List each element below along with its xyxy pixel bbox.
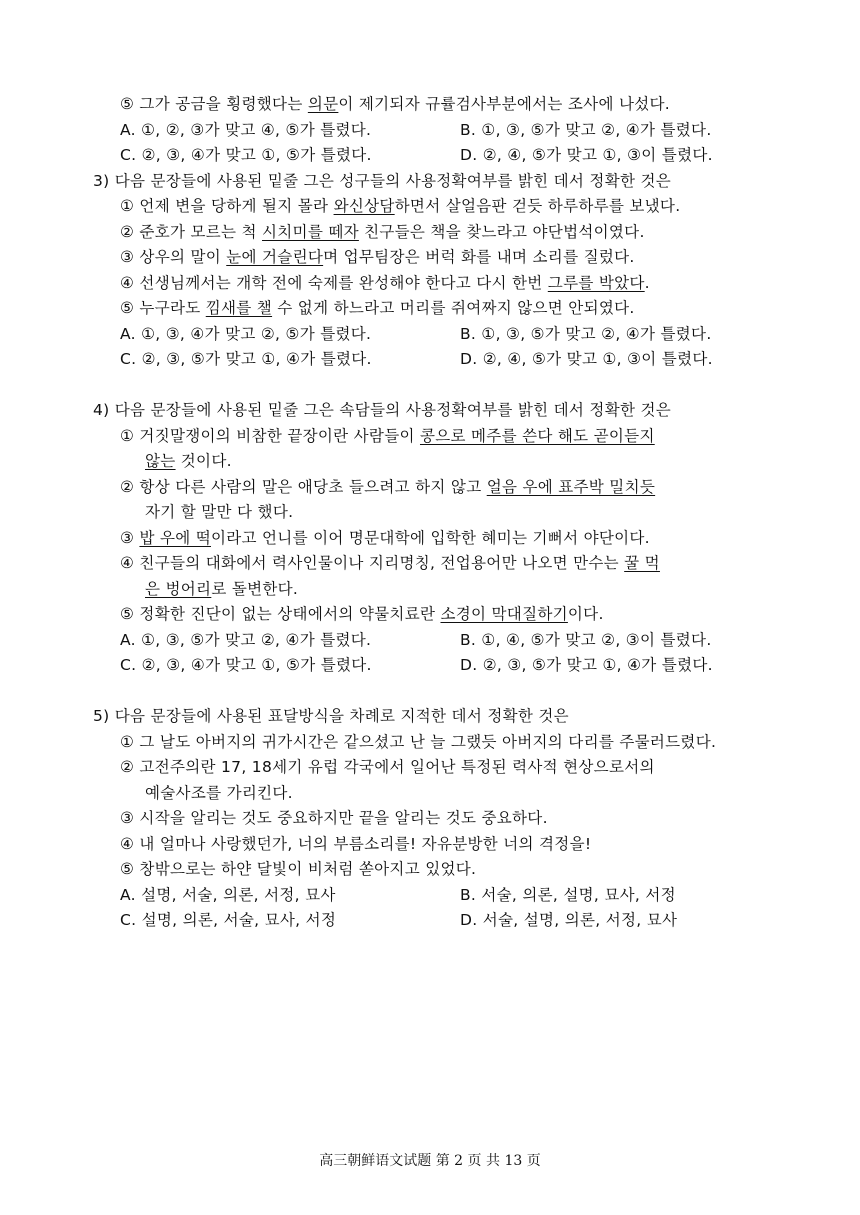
underlined-expression: 콩으로 메주를 쓴다 해도 곧이듣지 <box>419 426 655 445</box>
q4-sentence-1-cont: 않는 것이다. <box>145 452 232 470</box>
q3-options-ab <box>93 322 773 348</box>
underlined-expression: 소경이 막대질하기 <box>440 605 568 623</box>
underlined-expression: 낌새를 챌 <box>205 299 273 317</box>
spacer <box>93 373 773 399</box>
q2-options-cd <box>93 143 773 169</box>
q5-sentence-1: ① 그 날도 아버지의 귀가시간은 같으셨고 난 늘 그랬듯 아버지의 다리를 주물러드렸다. <box>120 732 717 751</box>
option-a: A. ①, ③, ⑤가 맞고 ②, ④가 틀렸다. <box>120 630 372 649</box>
underlined-expression: 얼음 우에 표주박 밀치듯 <box>486 477 656 496</box>
q5-sentence-3: ③ 시작을 알리는 것도 중요하지만 끝을 알리는 것도 중요하다. <box>120 809 548 827</box>
option-d: D. 서술, 설명, 의론, 서정, 묘사 <box>460 911 678 929</box>
option-d: D. ②, ④, ⑤가 맞고 ①, ③이 틀렸다. <box>460 146 713 164</box>
q3-sentence-5: ⑤ 누구라도 낌새를 챌 수 없게 하느라고 머리를 쥐여짜지 않으면 안되였다. <box>120 299 635 317</box>
q2-sentence-5: ⑤ 그가 공금을 횡령했다는 의문이 제기되자 규률검사부분에서는 조사에 나섰다. <box>120 95 670 113</box>
q4-sentence-3: ③ 밥 우에 떡이라고 언니를 이어 명문대학에 입학한 혜미는 기뻐서 야단이다. <box>120 528 650 547</box>
option-b: B. ①, ④, ⑤가 맞고 ②, ③이 틀렸다. <box>460 630 712 649</box>
q4-sentence-1: ① 거짓말쟁이의 비참한 끝장이란 사람들이 콩으로 메주를 쓴다 해도 곧이듣지 <box>120 426 655 445</box>
option-b: B. ①, ③, ⑤가 맞고 ②, ④가 틀렸다. <box>460 324 712 343</box>
underlined-expression: 그루를 박았다 <box>547 273 645 292</box>
q4-sentence-2-cont: 자기 할 말만 다 했다. <box>145 503 294 521</box>
q3-sentence-2: ② 준호가 모르는 척 시치미를 떼자 친구들은 책을 찾느라고 야단법석이였다. <box>120 222 645 241</box>
option-a: A. ①, ②, ③가 맞고 ④, ⑤가 틀렸다. <box>120 120 372 139</box>
q4-stem: 4) 다음 문장들에 사용된 밑줄 그은 속담들의 사용정확여부를 밝힌 데서 정확한 것은 <box>93 401 672 419</box>
page-footer: 高三朝鲜语文试题 第 2 页 共 13 页 <box>319 1153 541 1169</box>
q4-sentence-4: ④ 친구들의 대화에서 력사인물이나 지리명칭, 전업용어만 나오면 만수는 꿀 먹 <box>120 554 660 572</box>
q5-sentence-5: ⑤ 창밖으로는 하얀 달빛이 비처럼 쏟아지고 있었다. <box>120 860 477 878</box>
option-c: C. ②, ③, ④가 맞고 ①, ⑤가 틀렸다. <box>120 146 372 164</box>
q4-options-cd <box>93 653 773 679</box>
q4-sentence-4-cont: 은 벙어리로 돌변한다. <box>145 579 299 598</box>
underlined-expression: 않는 <box>145 452 176 470</box>
q3-sentence-3: ③ 상우의 말이 눈에 거슬린다며 업무팀장은 버럭 화를 내며 소리를 질렀다. <box>120 248 635 266</box>
underlined-expression: 꿀 먹 <box>624 554 660 572</box>
option-b: B. 서술, 의론, 설명, 묘사, 서정 <box>460 885 676 904</box>
q3-sentence-1: ① 언제 변을 당하게 될지 몰라 와신상담하면서 살얼음판 걷듯 하루하루를 보냈다. <box>120 197 681 215</box>
q4-sentence-5: ⑤ 정확한 진단이 없는 상태에서의 약물치료란 소경이 막대질하기이다. <box>120 605 604 623</box>
q4-options-ab <box>93 628 773 654</box>
option-a: A. ①, ③, ④가 맞고 ②, ⑤가 틀렸다. <box>120 324 372 343</box>
underlined-expression: 눈에 거슬린다 <box>226 248 324 266</box>
option-c: C. ②, ③, ④가 맞고 ①, ⑤가 틀렸다. <box>120 656 372 674</box>
q5-sentence-2-cont: 예술사조를 가리킨다. <box>145 783 293 802</box>
option-b: B. ①, ③, ⑤가 맞고 ②, ④가 틀렸다. <box>460 120 712 139</box>
q2-options-ab <box>93 118 773 144</box>
option-c: C. ②, ③, ⑤가 맞고 ①, ④가 틀렸다. <box>120 350 372 368</box>
q5-options-cd <box>93 908 773 934</box>
q3-stem: 3) 다음 문장들에 사용된 밑줄 그은 성구들의 사용정확여부를 밝힌 데서 정확한 것은 <box>93 171 672 190</box>
q4-sentence-2: ② 항상 다른 사람의 말은 애당초 들으려고 하지 않고 얼음 우에 표주박 밀치듯 <box>120 477 656 496</box>
q3-options-cd <box>93 347 773 373</box>
option-d: D. ②, ③, ⑤가 맞고 ①, ④가 틀렸다. <box>460 656 713 674</box>
underlined-expression: 밥 우에 떡 <box>139 528 211 547</box>
q3-sentence-4: ④ 선생님께서는 개학 전에 숙제를 완성해야 한다고 다시 한번 그루를 박았다. <box>120 273 650 292</box>
option-d: D. ②, ④, ⑤가 맞고 ①, ③이 틀렸다. <box>460 350 713 368</box>
q5-sentence-2: ② 고전주의란 17, 18세기 유럽 각국에서 일어난 특정된 력사적 현상으로서의 <box>120 758 655 776</box>
page-content <box>93 92 773 934</box>
underlined-expression: 와신상담 <box>333 197 395 215</box>
option-c: C. 설명, 의론, 서술, 묘사, 서정 <box>120 911 337 929</box>
spacer <box>93 679 773 705</box>
q5-stem: 5) 다음 문장들에 사용된 표달방식을 차례로 지적한 데서 정확한 것은 <box>93 707 569 725</box>
q5-sentence-4: ④ 내 얼마나 사랑했던가, 너의 부름소리를! 자유분방한 너의 격정을! <box>120 834 592 853</box>
underlined-expression: 은 벙어리 <box>145 579 212 598</box>
underlined-expression: 시치미를 떼자 <box>262 222 359 241</box>
q5-options-ab <box>93 883 773 909</box>
option-a: A. 설명, 서술, 의론, 서정, 묘사 <box>120 885 336 904</box>
underlined-expression: 의문 <box>307 95 339 113</box>
